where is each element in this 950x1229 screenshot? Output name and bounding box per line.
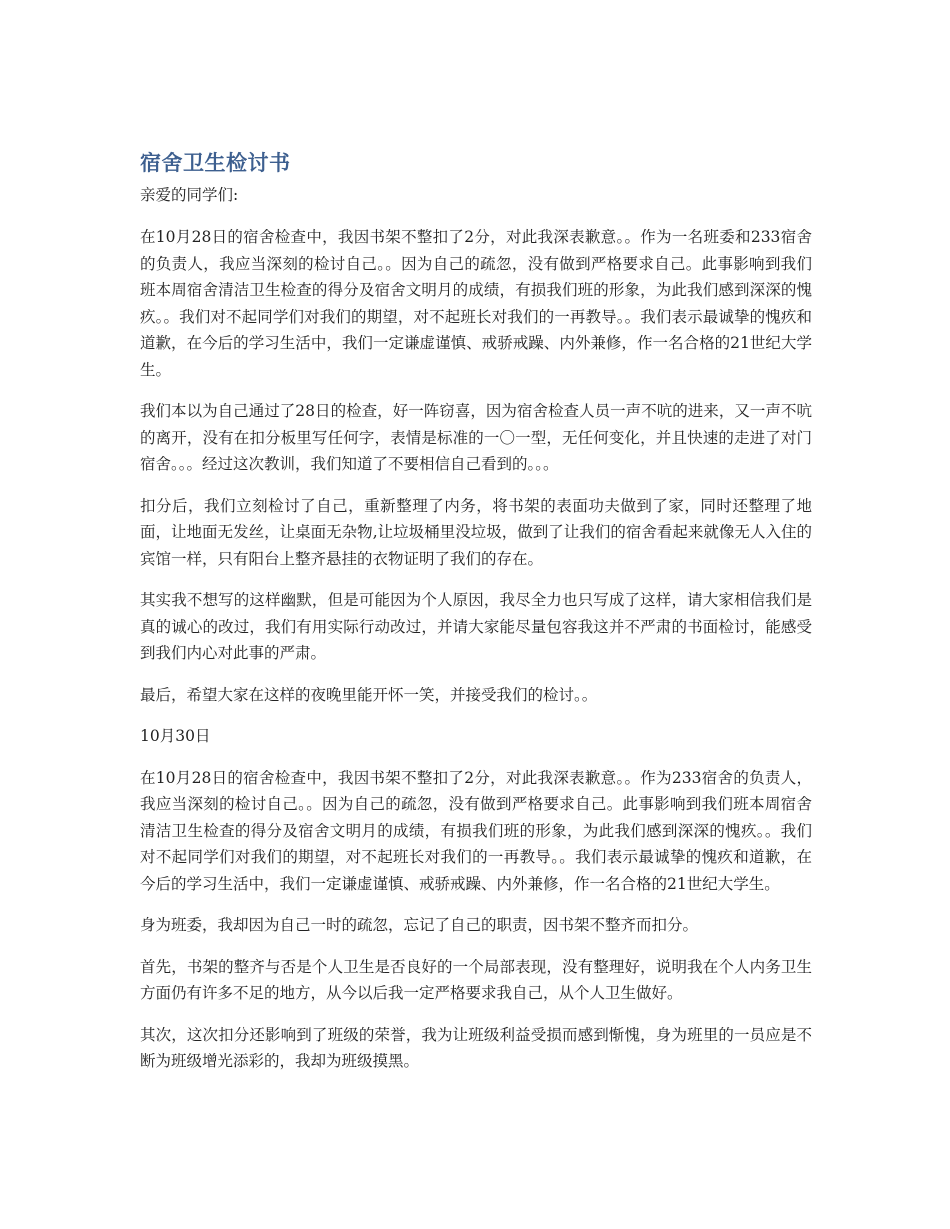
paragraph-5: 最后，希望大家在这样的夜晚里能开怀一笑，并接受我们的检讨。。 — [140, 685, 598, 704]
greeting: 亲爱的同学们: — [140, 186, 239, 204]
paragraph-8: 首先，书架的整齐与否是个人卫生是否良好的一个局部表现，没有整理好，说明我在个人内务卫生方面仍有许多不足的地方，从今以后我一定严格要求我自己，从个人卫生做好。 — [140, 957, 812, 1002]
document-page — [140, 148, 812, 1090]
paragraph-4: 其实我不想写的这样幽默，但是可能因为个人原因，我尽全力也只写成了这样，请大家相信我们是真的诚心的改过，我们有用实际行动改过，并请大家能尽量包容我这并不严肃的书面检讨，能感受到我们内心对此事的严肃。 — [140, 591, 812, 662]
paragraph-1: 在10月28日的宿舍检查中，我因书架不整扣了2分，对此我深表歉意。。作为一名班委和233宿舍的负责人，我应当深刻的检讨自己。。因为自己的疏忽，没有做到严格要求自己。此事影响到我们班本周宿舍清洁卫生检查的得分及宿舍文明月的成绩，有损我们班的形象，为此我们感到深深的愧疚。。我们对不起同学们对我们的期望，对不起班长对我们的一再教导。。我们表示最诚挚的愧疚和道歉，在今后的学习生活中，我们一定谦虚谨慎、戒骄戒躁、内外兼修，作一名合格的21世纪大学生。 — [140, 228, 812, 379]
document-title: 宿舍卫生检讨书 — [140, 151, 291, 175]
paragraph-6: 在10月28日的宿舍检查中，我因书架不整扣了2分，对此我深表歉意。。作为233宿舍的负责人，我应当深刻的检讨自己。。因为自己的疏忽，没有做到严格要求自己。此事影响到我们班本周宿舍清洁卫生检查的得分及宿舍文明月的成绩，有损我们班的形象，为此我们感到深深的愧疚。。我们对不起同学们对我们的期望，对不起班长对我们的一再教导。。我们表示最诚挚的愧疚和道歉，在今后的学习生活中，我们一定谦虚谨慎、戒骄戒躁、内外兼修，作一名合格的21世纪大学生。 — [140, 768, 812, 893]
paragraph-7: 身为班委，我却因为自己一时的疏忽，忘记了自己的职责，因书架不整齐而扣分。 — [140, 916, 699, 934]
paragraph-9: 其次，这次扣分还影响到了班级的荣誉，我为让班级利益受损而感到惭愧，身为班里的一员应是不断为班级增光添彩的，我却为班级摸黑。 — [140, 1025, 812, 1070]
paragraph-3: 扣分后，我们立刻检讨了自己，重新整理了内务，将书架的表面功夫做到了家，同时还整理了地面，让地面无发丝，让桌面无杂物,让垃圾桶里没垃圾，做到了让我们的宿舍看起来就像无人入住的宾馆一样，只有阳台上整齐悬挂的衣物证明了我们的存在。 — [140, 496, 812, 568]
date-line: 10月30日 — [140, 727, 211, 745]
paragraph-2: 我们本以为自己通过了28日的检查，好一阵窃喜，因为宿舍检查人员一声不吭的进来，又一声不吭的离开，没有在扣分板里写任何字，表情是标准的一〇一型，无任何变化，并且快速的走进了对门宿舍。。。经过这次教训，我们知道了不要相信自己看到的。。。 — [140, 402, 812, 473]
